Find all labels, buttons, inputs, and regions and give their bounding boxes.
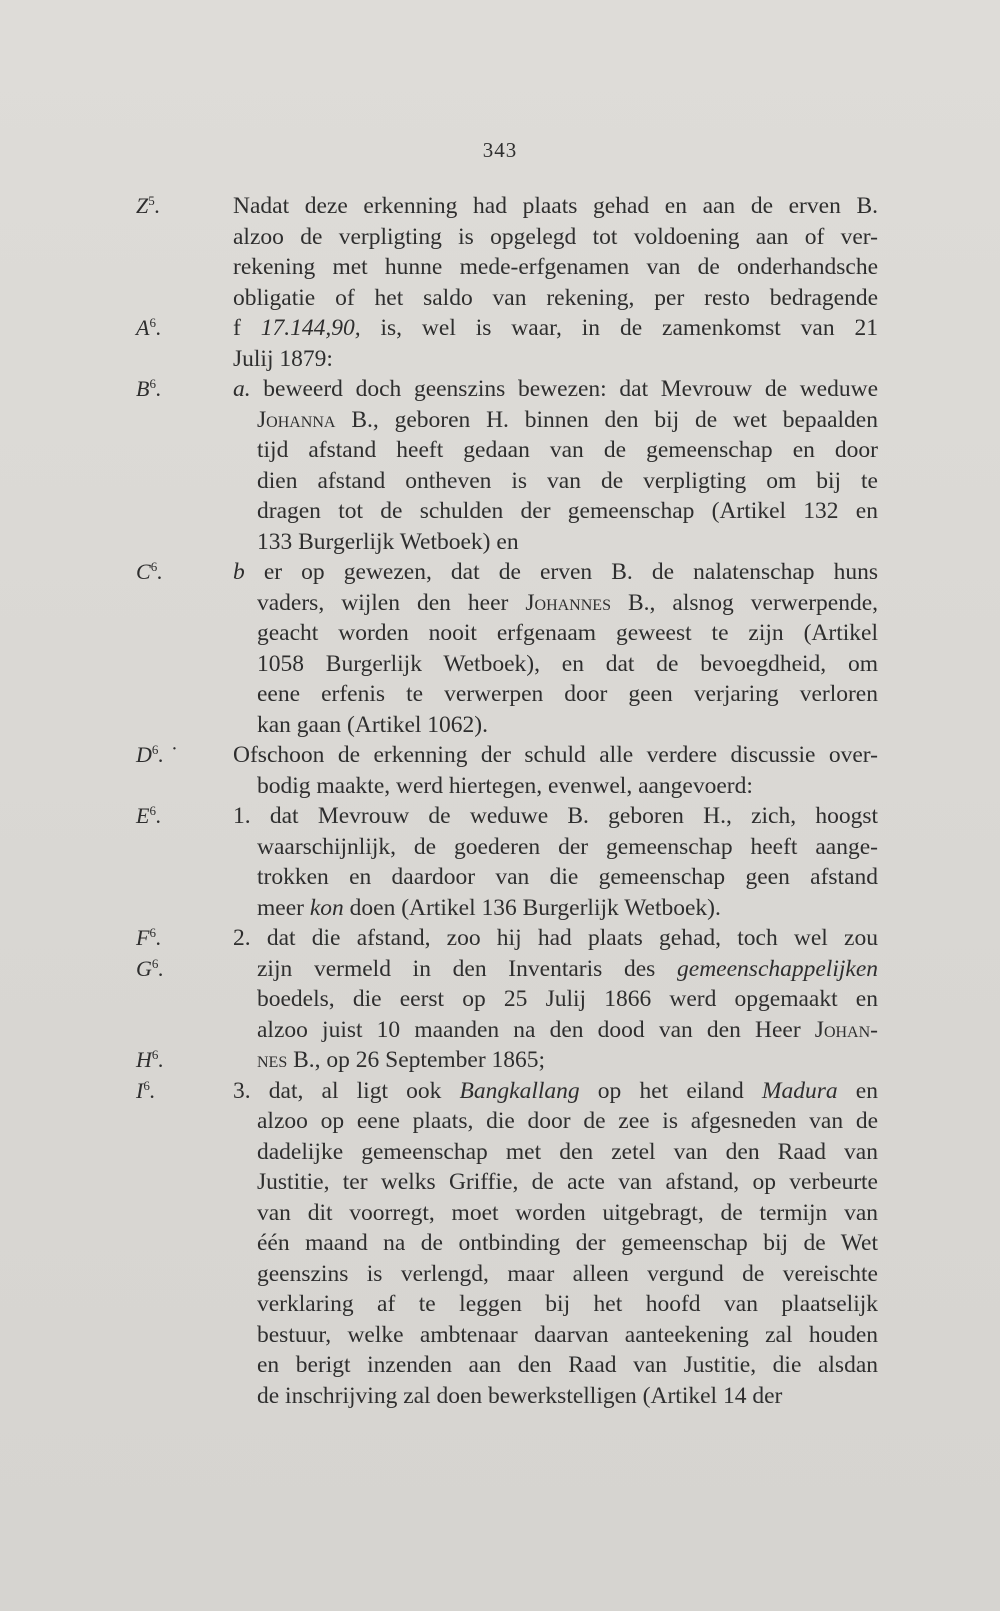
margin-note: $A^6$. xyxy=(136,315,162,340)
text-line: dragen tot de schulden der gemeenschap (Artikel 132 en xyxy=(257,498,878,524)
text-line: vaders, wijlen den heer Johannes B., alsnog verwerpende, xyxy=(257,589,879,616)
text-line: Johanna B., geboren H. binnen den bij de wet bepaalden xyxy=(257,406,878,433)
text-line: dien afstand ontheven is van de verpligting om bij te xyxy=(257,467,878,494)
text-line: obligatie of het saldo van rekening, per resto bedragende xyxy=(233,284,878,311)
text-line: alzoo de verpligting is opgelegd tot voldoening aan of ver- xyxy=(233,223,878,250)
margin-note: $H^6$. xyxy=(136,1047,164,1072)
text-line: trokken en daardoor van die gemeenschap geen afstand xyxy=(257,864,878,890)
text-line: en berigt inzenden aan den Raad van Justitie, die alsdan xyxy=(257,1352,878,1378)
text-line: alzoo juist 10 maanden na den dood van den Heer Johan- xyxy=(257,1016,878,1043)
text-line: Nadat deze erkenning had plaats gehad en aan de erven B. xyxy=(233,193,878,219)
text-line: Julij 1879: xyxy=(233,345,333,372)
text-line: 133 Burgerlijk Wetboek) en xyxy=(257,528,519,555)
text-line: Ofschoon de erkenning der schuld alle verdere discussie over- xyxy=(233,742,878,768)
page-number: 343 xyxy=(482,138,518,162)
text-line: rekening met hunne mede-erfgenamen van de onderhandsche xyxy=(233,254,878,280)
text-line: bestuur, welke ambtenaar daarvan aanteekening zal houden xyxy=(257,1321,878,1348)
text-line: 1058 Burgerlijk Wetboek), en dat de bevoegdheid, om xyxy=(257,650,878,677)
margin-note: $B^6$. xyxy=(136,376,162,401)
margin-note: $Z^5$. xyxy=(136,193,161,218)
text-line: 3. dat, al ligt ook Bangkallang op het eiland Madura en xyxy=(233,1077,878,1104)
text-line: a. beweerd doch geenszins bewezen: dat Mevrouw de weduwe xyxy=(233,376,878,402)
text-line: bodig maakte, werd hiertegen, evenwel, aangevoerd: xyxy=(257,772,753,799)
text-line: dadelijke gemeenschap met den zetel van den Raad van xyxy=(257,1138,878,1165)
text-line: boedels, die eerst op 25 Julij 1866 werd opgemaakt en xyxy=(257,986,878,1012)
text-line: alzoo op eene plaats, die door de zee is afgesneden van de xyxy=(257,1108,878,1134)
text-line: nes B., op 26 September 1865; xyxy=(257,1047,546,1073)
margin-note: $D^6$. ˙ xyxy=(136,742,177,767)
margin-note: $C^6$. xyxy=(136,559,163,584)
text-line: de inschrijving zal doen bewerkstelligen (Artikel 14 der xyxy=(257,1382,783,1409)
text-line: Justitie, ter welks Griffie, de acte van afstand, op verbeurte xyxy=(257,1169,878,1195)
text-line: f 17.144,90, is, wel is waar, in de zamenkomst van 21 xyxy=(233,315,878,341)
text-line: 2. dat die afstand, zoo hij had plaats gehad, toch wel zou xyxy=(233,925,878,951)
margin-note: $E^6$. xyxy=(136,803,162,828)
text-line: tijd afstand heeft gedaan van de gemeenschap en door xyxy=(257,437,878,463)
text-line: eene erfenis te verwerpen door geen verjaring verloren xyxy=(257,681,878,707)
text-line: kan gaan (Artikel 1062). xyxy=(257,711,489,738)
text-line: verklaring af te leggen bij het hoofd van plaatselijk xyxy=(257,1291,878,1317)
text-line: 1. dat Mevrouw de weduwe B. geboren H., zich, hoogst xyxy=(233,803,878,829)
text-line: geenszins is verlengd, maar alleen vergund de vereischte xyxy=(257,1260,878,1287)
margin-note: $G^6$. xyxy=(136,955,164,981)
margin-note: $I^6$. xyxy=(136,1077,156,1103)
text-line: meer kon doen (Artikel 136 Burgerlijk Wetboek). xyxy=(257,894,721,921)
text-line: één maand na de ontbinding der gemeenschap bij de Wet xyxy=(257,1230,878,1256)
text-line: zijn vermeld in den Inventaris des gemeenschappelijken xyxy=(257,955,878,982)
text-line: b er op gewezen, dat de erven B. de nalatenschap huns xyxy=(233,559,878,585)
text-line: geacht worden nooit erfgenaam geweest te zijn (Artikel xyxy=(257,620,878,646)
margin-note: $F^6$. xyxy=(136,925,162,950)
text-line: van dit voorregt, moet worden uitgebragt, de termijn van xyxy=(257,1199,878,1226)
text-line: waarschijnlijk, de goederen der gemeenschap heeft aange- xyxy=(257,833,878,860)
